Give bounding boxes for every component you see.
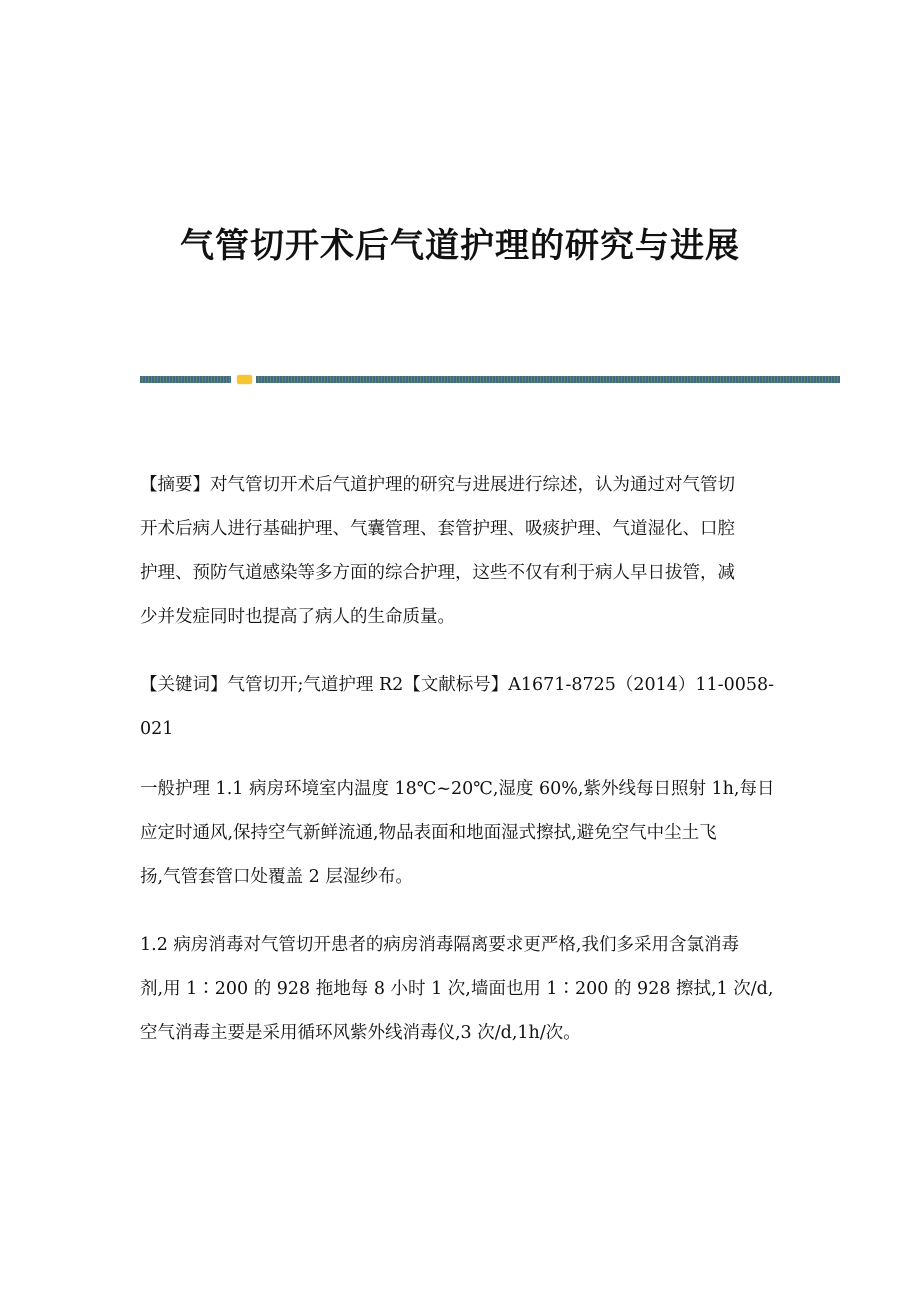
text-line: 【摘要】对气管切开术后气道护理的研究与进展进行综述，认为通过对气管切	[140, 475, 735, 495]
text-line: 一般护理 1.1 病房环境室内温度 18℃~20℃,湿度 60%,紫外线每日照射 1h,每日	[140, 779, 775, 799]
text-line: 空气消毒主要是采用循环风紫外线消毒仪,3 次/d,1h/次。	[140, 1023, 581, 1043]
keywords-paragraph	[140, 663, 840, 751]
text-line: 开术后病人进行基础护理、气囊管理、套管护理、吸痰护理、气道湿化、口腔	[140, 519, 735, 539]
divider-bar-left	[140, 376, 231, 383]
text-line: 少并发症同时也提高了病人的生命质量。	[140, 607, 455, 627]
title-divider	[140, 375, 840, 384]
text-line: 1.2 病房消毒对气管切开患者的病房消毒隔离要求更严格,我们多采用含氯消毒	[140, 935, 739, 955]
text-line: 应定时通风,保持空气新鲜流通,物品表面和地面湿式擦拭,避免空气中尘土飞	[140, 823, 717, 843]
text-line: 剂,用 1∶200 的 928 拖地每 8 小时 1 次,墙面也用 1∶200 的 928 擦拭,1 次/d,	[140, 979, 774, 999]
document-title: 气管切开术后气道护理的研究与进展	[180, 226, 740, 266]
divider-badge-icon	[237, 375, 252, 384]
text-line: 护理、预防气道感染等多方面的综合护理，这些不仅有利于病人早日拔管，减	[140, 563, 735, 583]
text-line: 扬,气管套管口处覆盖 2 层湿纱布。	[140, 867, 413, 887]
abstract-paragraph	[140, 463, 840, 639]
divider-bar-right	[256, 376, 840, 383]
general-care-paragraph	[140, 767, 840, 899]
text-line: 021	[140, 719, 174, 739]
text-line: 【关键词】气管切开;气道护理 R2【文献标号】A1671-8725（2014）11-0058-	[140, 675, 775, 695]
disinfection-paragraph	[140, 923, 840, 1055]
